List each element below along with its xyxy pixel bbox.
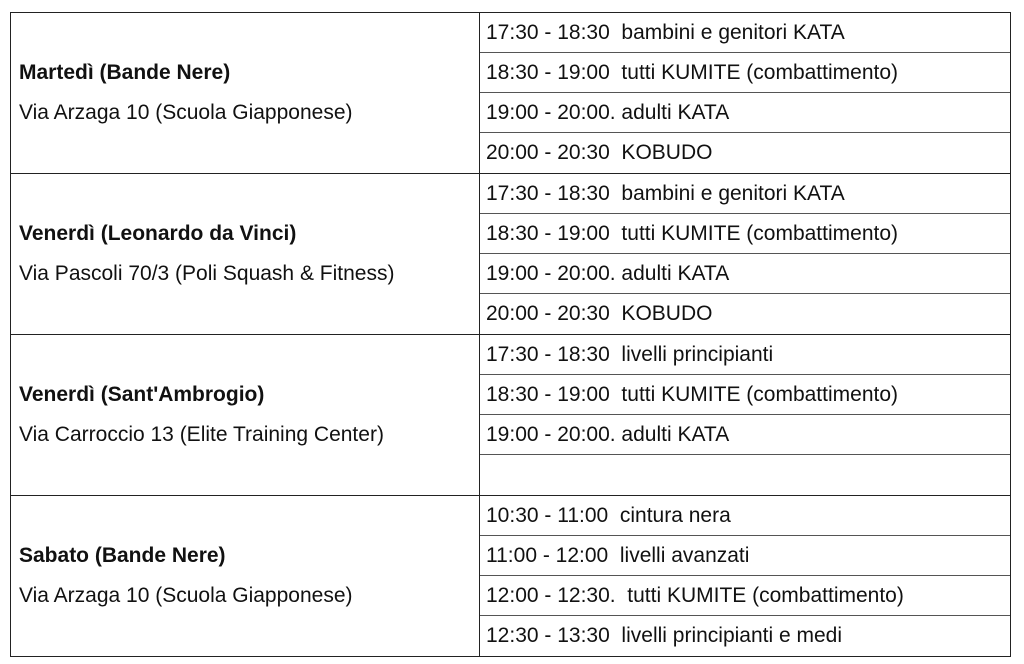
location-cell (11, 496, 480, 656)
schedule-block-sabato (11, 496, 1010, 656)
time-slot: 19:00 - 20:00. adulti KATA (480, 254, 1010, 294)
location-name: Martedì (Bande Nere) (19, 61, 231, 84)
location-name: Venerdì (Sant'Ambrogio) (19, 383, 265, 406)
time-slot: 12:30 - 13:30 livelli principianti e medi (486, 624, 843, 647)
time-slot: 19:00 - 20:00. adulti KATA (480, 415, 1010, 455)
location-address: Via Pascoli 70/3 (Poli Squash & Fitness) (19, 262, 395, 285)
time-slot: 18:30 - 19:00 tutti KUMITE (combattimento) (480, 375, 1010, 415)
time-slot-empty (480, 455, 1010, 495)
time-slot: 12:00 - 12:30. tutti KUMITE (combattimento) (480, 576, 1010, 616)
schedule-block-venerdi-leonardo (11, 174, 1010, 335)
location-name: Sabato (Bande Nere) (19, 544, 226, 567)
time-slot: 17:30 - 18:30 livelli principianti (480, 335, 1010, 375)
schedule-block-martedi (11, 13, 1010, 174)
time-slots (480, 13, 1010, 173)
time-slot: 19:00 - 20:00. adulti KATA (480, 93, 1010, 133)
location-address: Via Arzaga 10 (Scuola Giapponese) (19, 584, 353, 607)
time-slot: 10:30 - 11:00 cintura nera (480, 496, 1010, 536)
time-slot: 18:30 - 19:00 tutti KUMITE (combattimento) (480, 214, 1010, 254)
location-cell (11, 13, 480, 173)
location-cell (11, 174, 480, 334)
time-slot: 17:30 - 18:30 bambini e genitori KATA (480, 13, 1010, 53)
time-slot: 17:30 - 18:30 bambini e genitori KATA (480, 174, 1010, 214)
time-slots (480, 496, 1010, 656)
time-slots (480, 174, 1010, 334)
time-slots (480, 335, 1010, 495)
schedule-block-venerdi-santambrogio (11, 335, 1010, 496)
location-cell (11, 335, 480, 495)
location-address: Via Carroccio 13 (Elite Training Center) (19, 423, 384, 446)
location-address: Via Arzaga 10 (Scuola Giapponese) (19, 101, 353, 124)
location-name: Venerdì (Leonardo da Vinci) (19, 222, 297, 245)
time-slot: 18:30 - 19:00 tutti KUMITE (combattimento) (480, 53, 1010, 93)
time-slot: 20:00 - 20:30 KOBUDO (486, 141, 713, 164)
time-slot: 11:00 - 12:00 livelli avanzati (480, 536, 1010, 576)
time-slot: 20:00 - 20:30 KOBUDO (486, 302, 713, 325)
schedule-table (10, 12, 1011, 657)
